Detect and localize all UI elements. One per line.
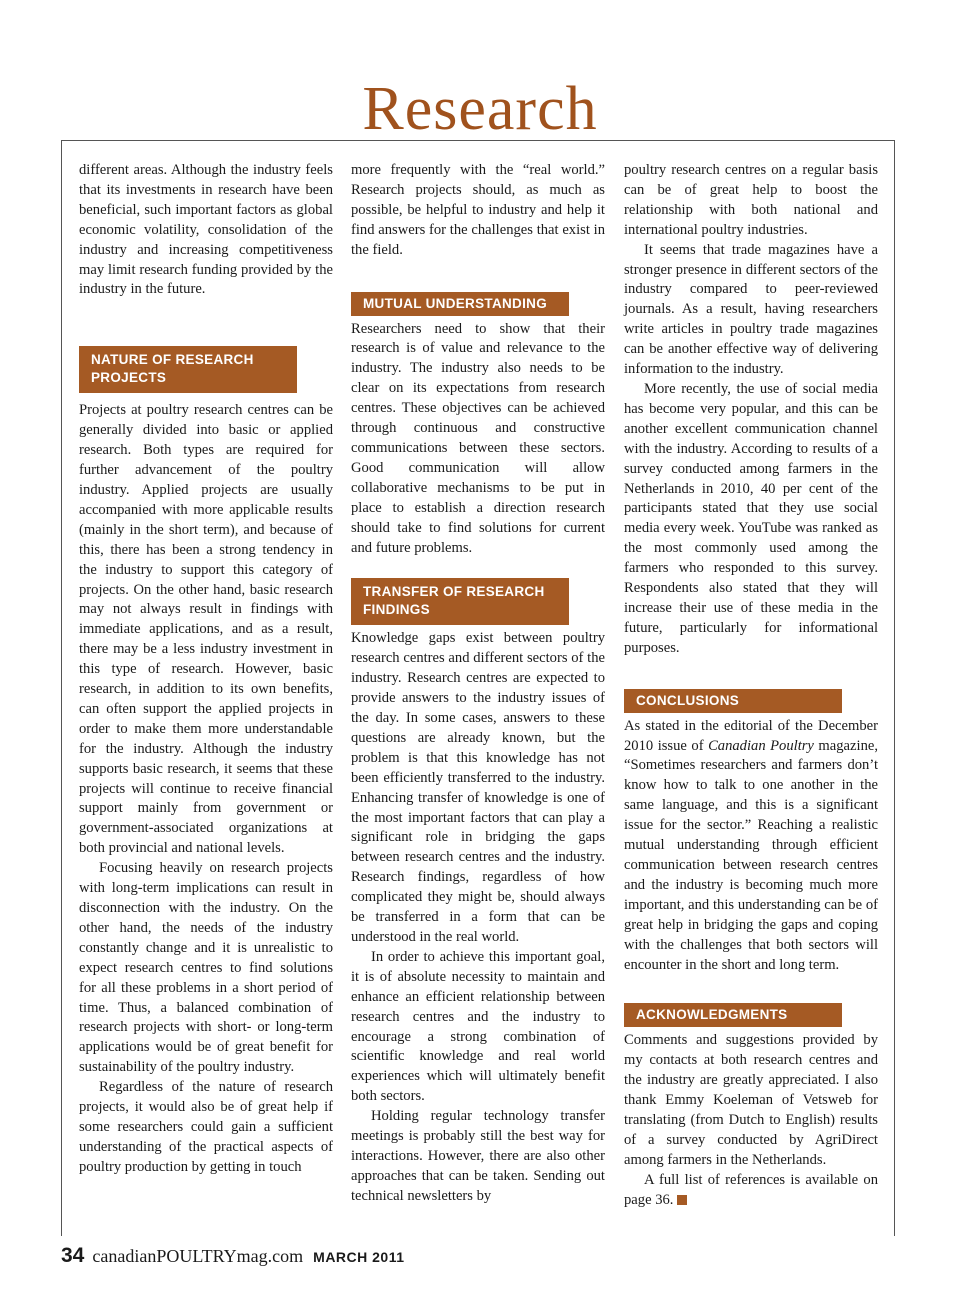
page-number: 34 — [61, 1244, 85, 1267]
paragraph: Regardless of the nature of research projects, it would also be of great help if some researchers could gain a sufficient understanding of the practical aspects of poultry production by getting in touch — [79, 1079, 333, 1175]
column-3 — [624, 161, 878, 1211]
paragraph: Focusing heavily on research projects with long-term implications can result in disconnection with the industry. On the other hand, the needs of the industry constantly change and it is unrealistic to expect research centres to find solutions for all these problems in a short period of time. Thus, a balanced combination of research projects with short- or long-term applications would be of great benefit for sustainability of the poultry industry. — [79, 860, 333, 1076]
paragraph: poultry research centres on a regular basis can be of great help to boost the relationship with both national and international poultry industries. — [624, 162, 878, 238]
paragraph: Researchers need to show that their research is of value and relevance to the industry. The industry also needs to be clear on its expectations from research centres. These objectives can be achieved through continuous and constructive communications between these sectors. Good communication will allow collaborative mechanisms to be put in place to establish a direction research should take to find solutions for current and future problems. — [351, 320, 605, 556]
section-heading-transfer-of-research-findings: TRANSFER OF RESEARCH FINDINGS — [351, 578, 569, 625]
section-heading-acknowledgments: ACKNOWLEDGMENTS — [624, 1003, 842, 1027]
section-heading-mutual-understanding: MUTUAL UNDERSTANDING — [351, 292, 569, 316]
page-footer — [61, 1244, 405, 1274]
paragraph: more frequently with the “real world.” Research projects should, as much as possible, be helpful to industry and help it find answers for the challenges that exist in the field. — [351, 162, 605, 258]
issue-date: MARCH 2011 — [313, 1249, 405, 1265]
section-heading-conclusions: CONCLUSIONS — [624, 689, 842, 713]
paragraph-text: A full list of references is available on page 36. — [624, 1171, 878, 1208]
paragraph-text: As stated in the editorial of the December 2010 issue of — [624, 717, 878, 754]
end-of-article-square-icon — [677, 1195, 687, 1205]
paragraph — [624, 717, 878, 976]
website-url: canadianPOULTRYmag.com — [92, 1246, 304, 1266]
paragraph: Projects at poultry research centres can be generally divided into basic or applied research. Both types are required for further advancement of the poultry industry. Applied projects are usually accompanied with more applicable results (mainly in the short term), and because of this, there has been a strong tendency in the industry to support this category of projects. On the other hand, basic research may not always result in findings with immediate applications, and as a result, there may be a less industry investment in this type of research. However, basic research, in addition to its own benefits, can often support the applied projects in order to make them more understandable for the industry. Although the industry supports basic research, it seems that these projects will continue to receive financial support mainly from government or government-associated organizations at both provincial and national levels. — [79, 402, 333, 857]
paragraph: Comments and suggestions provided by my contacts at both research centres and the industry are greatly appreciated. I also thank Emmy Koeleman of Vetsweb for translating (from Dutch to English) results of a survey conducted by AgriDirect among farmers in the Netherlands. — [624, 1032, 878, 1168]
paragraph: different areas. Although the industry feels that its investments in research have been beneficial, such important factors as global economic volatility, consolidation of the industry and increasing competitiveness may limit research funding provided by the industry in the future. — [79, 162, 333, 298]
magazine-name: Canadian Poultry — [708, 737, 814, 754]
paragraph: Holding regular technology transfer meetings is probably still the best way for interactions. However, there are also other approaches that can be taken. Sending out technical newsletters by — [351, 1108, 605, 1204]
section-heading-nature-of-research-projects: NATURE OF RESEARCH PROJECTS — [79, 346, 297, 393]
paragraph: It seems that trade magazines have a stronger presence in different sectors of the industry compared to peer-reviewed journals. As a result, having researchers write articles in poultry trade magazines can be another effective way of delivering information to the industry. — [624, 241, 878, 378]
paragraph — [624, 1171, 878, 1211]
column-2 — [351, 161, 605, 1207]
paragraph-text: magazine, “Sometimes researchers and farmers don’t know how to talk to one another in the same language, and this is a significant issue for the sector.” Reaching a realistic mutual understanding through efficient communication between research centres and the industry is becoming much more important, and this understanding can be of great help in bridging the gaps and coping with the challenges that both sectors will encounter in the short and long term. — [624, 737, 878, 973]
paragraph: Knowledge gaps exist between poultry research centres and different sectors of the industry. Research centres are expected to provide answers to the industry issues of the day. In some cases, answers to these questions are already known, but the problem is that this knowledge has not been efficiently transferred to the industry. Enhancing transfer of knowledge is one of the most important factors that can play a significant role in bridging the gaps between research centres and the industry. Research findings, regardless of how complicated they might be, should always be transferred in a form that can be understood in the real world. — [351, 630, 605, 945]
page-title: Research — [362, 75, 598, 143]
paragraph: In order to achieve this important goal, it is of absolute necessity to maintain and enhance an efficient relationship between research centres and the industry to encourage a strong combination of scientific knowledge and real world experiences which will ultimately benefit both sectors. — [351, 948, 605, 1105]
column-1 — [79, 161, 333, 1178]
paragraph: More recently, the use of social media has become very popular, and this can be another excellent communication channel with the industry. According to results of a survey conducted among farmers in the Netherlands in 2010, 40 per cent of the participants stated that they use social media every week. YouTube was ranked as the most commonly used among the farmers who responded to this survey. Respondents also stated that they will increase their use of these media in the future, particularly for informational purposes. — [624, 380, 878, 656]
